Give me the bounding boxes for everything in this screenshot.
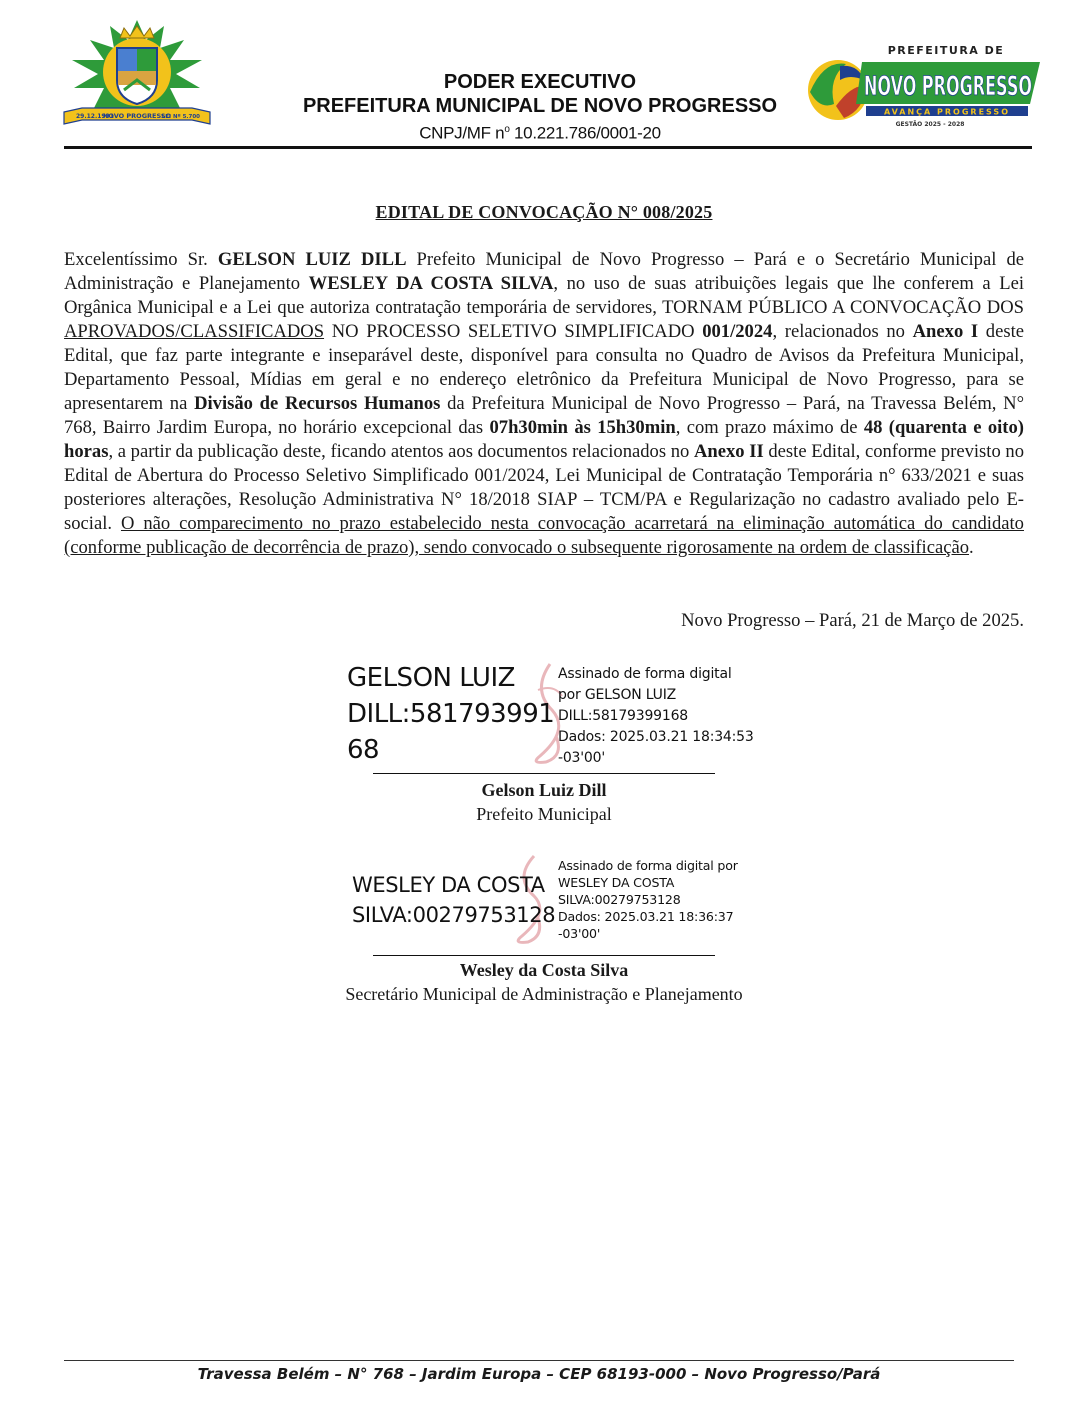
logo-top-text: PREFEITURA DE: [887, 44, 1005, 57]
place-and-date: Novo Progresso – Pará, 21 de Março de 2025.: [681, 610, 1024, 631]
signatory-block-secretary: [250, 958, 838, 1006]
convocation-body: Excelentíssimo Sr. GELSON LUIZ DILL Prefeito Municipal de Novo Progresso – Pará e o Secretário Municipal de Administração e Planejamento WESLEY DA COSTA SILVA, no uso de suas atribuições legais que lhe conferem a Lei Orgânica Municipal e a Lei que autoriza contratação temporária de servidores, TORNAM PÚBLICO A CONVOCAÇÃO DOS APROVADOS/CLASSIFICADOS NO PROCESSO SELETIVO SIMPLIFICADO 001/2024, relacionados no Anexo I deste Edital, que faz parte integrante e inseparável deste, disponível para consulta no Quadro de Avisos da Prefeitura Municipal, Departamento Pessoal, Mídias em geral e no endereço eletrônico da Prefeitura Municipal de Novo Progresso, para se apresentarem na Divisão de Recursos Humanos da Prefeitura Municipal de Novo Progresso – Pará, na Travessa Belém, N° 768, Bairro Jardim Europa, no horário excepcional das 07h30min às 15h30min, com prazo máximo de 48 (quarenta e oito) horas, a partir da publicação deste, ficando atentos aos documentos relacionados no Anexo II deste Edital, conforme previsto no Edital de Abertura do Processo Seletivo Simplificado 001/2024, Lei Municipal de Contratação Temporária n° 633/2021 e suas posteriores alterações, Resolução Administrativa N° 18/2018 SIAP – TCM/PA e Regularização no cadastro avaliado pelo E-social. O não comparecimento no prazo estabelecido nesta convocação acarretará na eliminação automática do candidato (conforme publicação de decorrência de prazo), sendo convocado o subsequente rigorosamente na ordem de classificação.: [64, 249, 1025, 558]
signature-line-1: [373, 773, 715, 774]
digital-signature-stamp-gelson: GELSON LUIZ DILL:581793991 68: [347, 663, 555, 765]
document-title: EDITAL DE CONVOCAÇÃO N° 008/2025: [375, 202, 713, 222]
crest-banner-left: 29.12.1991: [76, 113, 114, 120]
logo-main-text: NOVO PROGRESSO: [864, 71, 1032, 102]
digital-signature-details-gelson: Assinado de forma digital por GELSON LUIZ DILL:58179399168 Dados: 2025.03.21 18:34:53 -03'00': [558, 666, 754, 766]
signatory-role-secretary: Secretário Municipal de Administração e Planejamento: [345, 984, 743, 1004]
cnpj-prefix: CNPJ/MF n: [419, 123, 505, 143]
header-divider: [64, 146, 1032, 149]
header-cnpj: [270, 118, 810, 146]
header-executive-power: PODER EXECUTIVO: [443, 71, 637, 93]
footer-divider: [64, 1360, 1014, 1361]
cnpj-number: 10.221.786/0001-20: [509, 123, 661, 143]
signature-line-2: [373, 955, 715, 956]
novo-progresso-logo: [806, 44, 1042, 136]
signatory-name-secretary: Wesley da Costa Silva: [459, 960, 629, 980]
header-city-hall: PREFEITURA MUNICIPAL DE NOVO PROGRESSO: [302, 95, 778, 117]
signatory-block-mayor: [300, 778, 788, 826]
crest-banner-right: LEI Nº 5.700: [161, 114, 200, 120]
digital-signature-details-wesley: Assinado de forma digital por WESLEY DA COSTA SILVA:00279753128 Dados: 2025.03.21 18:36:37 -03'00': [558, 858, 738, 941]
signatory-name-mayor: Gelson Luiz Dill: [481, 780, 607, 800]
cnpj-superscript: o: [504, 124, 510, 135]
footer-address: Travessa Belém – N° 768 – Jardim Europa – CEP 68193-000 – Novo Progresso/Pará: [197, 1365, 881, 1383]
letterhead: [270, 70, 810, 146]
signatory-role-mayor: Prefeito Municipal: [476, 804, 612, 824]
municipal-coat-of-arms: [62, 18, 212, 130]
digital-signature-stamp-wesley: WESLEY DA COSTA SILVA:00279753128: [352, 873, 556, 927]
crest-banner-center: NOVO PROGRESSO: [102, 112, 172, 120]
logo-slogan: AVANÇA PROGRESSO: [883, 107, 1011, 117]
logo-term: GESTÃO 2025 - 2028: [895, 121, 965, 128]
